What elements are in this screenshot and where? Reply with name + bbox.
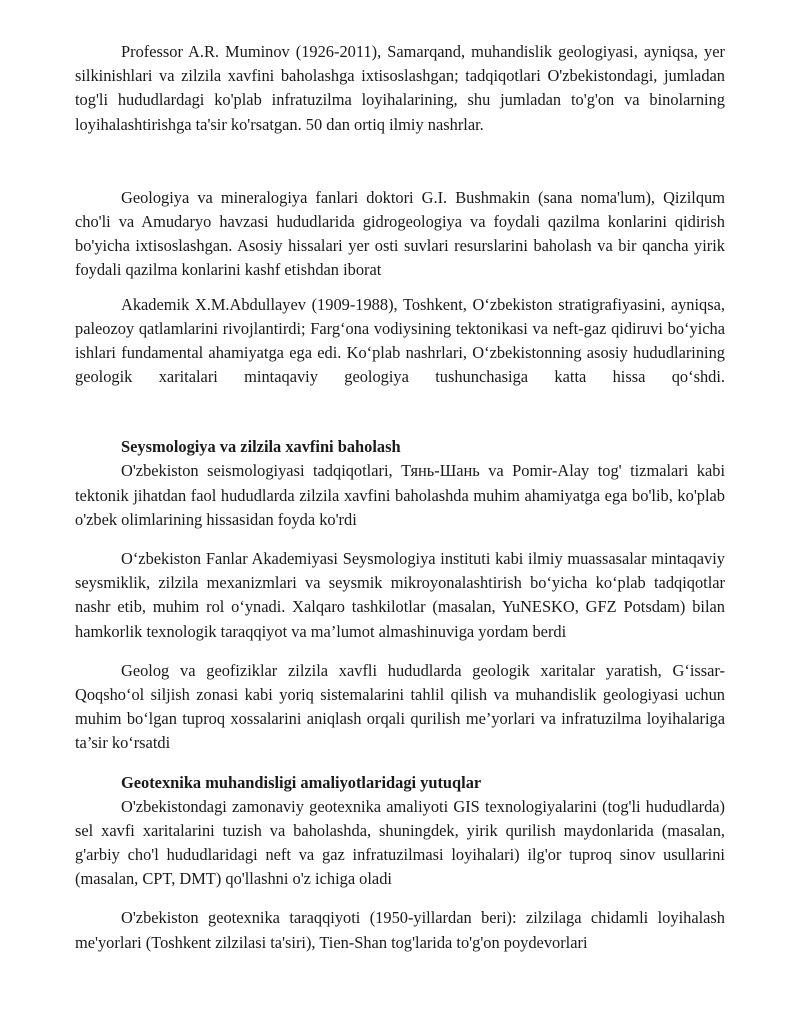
paragraph-modern-geotechnics: O'zbekistondagi zamonaviy geotexnika amaliyoti GIS texnologiyalarini (tog'li hududlarda) sel xavfi xaritalarini tuzish va baholashda, shuningdek, yirik qurilish maydonlarida (masalan, g'arbiy cho'l hududlaridagi neft va gaz infratuzilmasi loyihalari) ilg'or tuproq sinov usullarini (masalan, CPT, DMT) qo'llashni o'z ichiga oladi (75, 796, 725, 889)
paragraph-bushmakin: Geologiya va mineralogiya fanlari doktori G.I. Bushmakin (sana noma'lum), Qizilqum cho'li va Amudaryo havzasi hududlarida gidrogeologiya va foydali qazilma konlarini qidirish bo'yicha ixtisoslashgan. Asosiy hissalari yer osti suvlari resurslarini baholash va bir qancha yirik foydali qazilma konlarini kashf etishdan iborat (75, 187, 725, 280)
heading-geotechnics: Geotexnika muhandisligi amaliyotlaridagi yutuqlar (121, 772, 482, 792)
paragraph-seismology-institute: O‘zbekiston Fanlar Akademiyasi Seysmologiya instituti kabi ilmiy muassasalar mintaqaviy seysmiklik, zilzila mexanizmlari va seysmik mikroyonalashtirish bo‘yicha ko‘plab tadqiqotlar nashr etib, muhim rol o‘ynadi. Xalqaro tashkilotlar (masalan, YuNESKO, GFZ Potsdam) bilan hamkorlik texnologik taraqqiyot va ma’lumot almashinuviga yordam berdi (75, 549, 725, 641)
paragraph-geotechnics-progress: O'zbekiston geotexnika taraqqiyoti (1950-yillardan beri): zilzilaga chidamli loyihalash me'yorlari (Toshkent zilzilasi ta'siri), Tien-Shan tog'larida to'g'on poydevorlari (75, 908, 725, 952)
paragraph-seismology-research: O'zbekiston seismologiyasi tadqiqotlari, Тянь-Шань va Pomir-Alay tog' tizmalari kabi tektonik jihatdan faol hududlarda zilzila xavfini baholashda muhim ahamiyatga ega bo'lib, ko'plab o'zbek olimlarining hissasidan foyda ko'rdi (75, 461, 725, 529)
heading-seismology: Seysmologiya va zilzila xavfini baholash (121, 437, 401, 457)
paragraph-abdullayev: Akademik X.M.Abdullayev (1909-1988), Toshkent, O‘zbekiston stratigrafiyasini, ayniqsa, paleozoy qatlamlarini rivojlantirdi; Farg‘ona vodiysining tektonikasi va neft-gaz qidiruvi bo‘yicha ishlari fundamental ahamiyatga ega edi. Ko‘plab nashrlari, O‘zbekistonning asosiy hududlarining geologik xaritalari mintaqaviy geologiya tushunchasiga katta hissa qo‘shdi. (75, 294, 725, 387)
document-page (75, 40, 725, 955)
paragraph-geologists-mapping: Geolog va geofiziklar zilzila xavfli hududlarda geologik xaritalar yaratish, G‘issar-Qoqsho‘ol siljish zonasi kabi yoriq sistemalarini tahlil qilish va muhandislik geologiyasi uchun muhim bo‘lgan tuproq xossalarini aniqlash orqali qurilish me’yorlari va infratuzilma loyihalariga ta’sir ko‘rsatdi (75, 660, 725, 753)
paragraph-muminov: Professor A.R. Muminov (1926-2011), Samarqand, muhandislik geologiyasi, ayniqsa, yer silkinishlari va zilzila xavfini baholashga ixtisoslashgan; tadqiqotlari O'zbekistondagi, jumladan tog'li hududlardagi ko'plab infratuzilma loyihalarining, shu jumladan to'g'on va binolarning loyihalashtirishga ta'sir ko'rsatgan. 50 dan ortiq ilmiy nashrlar. (75, 42, 725, 134)
